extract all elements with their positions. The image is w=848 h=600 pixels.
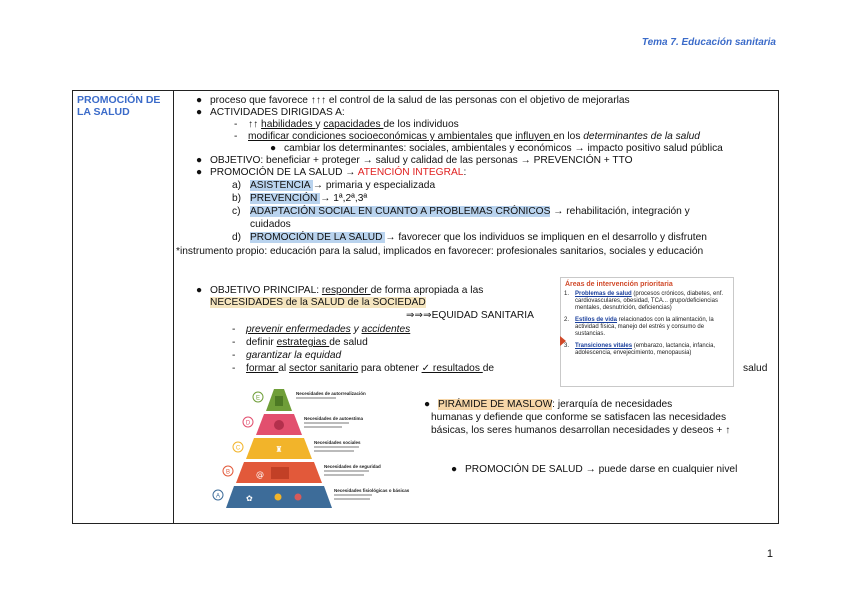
page-number: 1 <box>766 548 773 560</box>
sub-formar: - formar al sector sanitario para obtener ✓ resultados de <box>232 363 495 374</box>
sub-bullet-condiciones: - modificar condiciones socioeconómicas y ambientales que influyen en los determinantes de la salud <box>234 131 700 142</box>
salud-word: salud <box>743 363 768 374</box>
bullet-objetivo: ● OBJETIVO: beneficiar + proteger → salud y calidad de las personas → PREVENCIÓN + TTO <box>196 155 633 166</box>
equidad-sanitaria: ⇒⇒⇒EQUIDAD SANITARIA <box>406 310 534 321</box>
triangle-arrow-icon <box>560 336 566 346</box>
sub-equidad: - garantizar la equidad <box>232 350 342 361</box>
pyramid-icon-b <box>271 467 289 479</box>
bullet-definition: ● proceso que favorece ↑↑↑ el control de la salud de las personas con el objetivo de mejorarlas <box>196 95 630 106</box>
item-adaptacion-social-cont: cuidados <box>250 219 291 230</box>
pyramid-label-c: Necesidades sociales <box>314 440 361 445</box>
pyramid-icon-c: ♜ <box>275 445 283 454</box>
pyramid-icon-d <box>274 420 284 430</box>
bullet-atencion-integral: ● PROMOCIÓN DE LA SALUD → ATENCIÓN INTEGRAL: <box>196 167 467 178</box>
bullet-maslow: ● PIRÁMIDE DE MASLOW: jerarquía de necesidades <box>424 399 673 410</box>
item-promocion-salud: d) PROMOCIÓN DE LA SALUD → favorecer que los individuos se impliquen en el desarrollo y disfruten <box>232 232 707 243</box>
pyramid-icon-a: ✿ <box>246 494 253 503</box>
necesidades-salud: NECESIDADES de la SALUD de la SOCIEDAD <box>210 297 426 308</box>
pyramid-icon-e <box>275 396 283 406</box>
maslow-line3: básicas, los seres humanos desarrollan necesidades y deseos + ↑ <box>431 425 731 436</box>
table-right-column <box>174 91 778 523</box>
page-header-title: Tema 7. Educación sanitaria <box>641 37 776 48</box>
pyramid-label-b: Necesidades de seguridad <box>324 464 381 469</box>
pyramid-label-e: Necesidades de autorrealización <box>296 391 366 396</box>
area-item: 2. Estilos de vida relacionados con la alimentación, la actividad física, manejo del estrés y consumo de sustancias. <box>564 317 714 337</box>
maslow-pyramid-figure <box>206 387 410 511</box>
sub-prevenir: - prevenir enfermedades y accidentes <box>232 324 411 335</box>
bullet-promocion-nivel: ● PROMOCIÓN DE SALUD → puede darse en cualquier nivel <box>451 464 738 475</box>
item-asistencia: a) ASISTENCIA → primaria y especializada <box>232 180 436 191</box>
pyramid-letter-c: C <box>235 445 241 452</box>
areas-intervencion-figure <box>560 277 734 387</box>
sub-bullet-habilidades: - ↑↑ habilidades y capacidades de los individuos <box>234 119 459 130</box>
item-adaptacion-social: c) ADAPTACIÓN SOCIAL EN CUANTO A PROBLEMAS CRÓNICOS → rehabilitación, integración y <box>232 206 690 217</box>
instrument-note: *instrumento propio: educación para la salud, implicados en favorecer: profesionales sanitarios, sociales y educación <box>176 246 704 257</box>
table-left-column <box>73 91 174 523</box>
section-title: PROMOCIÓN DE LA SALUD <box>77 94 161 118</box>
bullet-dot: ● <box>196 95 203 106</box>
pyramid-letter-a: A <box>215 493 221 500</box>
sub-sub-bullet-determinantes: ● cambiar los determinantes: sociales, ambientales y económicos → impacto positivo salud pública <box>270 143 723 154</box>
maslow-line2: humanas y defiende que conforme se satisfacen las necesidades <box>431 412 727 423</box>
pyramid-label-a: Necesidades fisiológicas o básicas <box>334 488 410 493</box>
pyramid-letter-b: B <box>225 469 231 476</box>
bullet-objetivo-principal: ● OBJETIVO PRINCIPAL: responder de forma apropiada a las <box>196 285 484 296</box>
area-item: 1. Problemas de salud (procesos crónicos, diabetes, enf. cardiovasculares, obesidad, TCA... grupo/deficiencias mentales, desnutrición, deficiencias) <box>564 291 724 311</box>
areas-title: Áreas de intervención prioritaria <box>565 281 673 288</box>
content-table <box>72 90 779 524</box>
bullet-dot: ● <box>196 107 203 118</box>
item-prevencion: b) PREVENCIÓN → 1ª,2ª,3ª <box>232 193 368 204</box>
pyramid-letter-e: E <box>255 395 261 402</box>
pyramid-letter-d: D <box>245 420 251 427</box>
bullet-actividades: ● ACTIVIDADES DIRIGIDAS A: <box>196 107 345 118</box>
svg-text:@: @ <box>256 470 264 479</box>
area-item: 3. Transiciones vitales (embarazo, lactancia, infancia, adolescencia, envejecimiento, menopausia) <box>564 343 716 356</box>
pyramid-label-d: Necesidades de autoestima <box>304 416 364 421</box>
sub-estrategias: - definir estrategias de salud <box>232 337 368 348</box>
